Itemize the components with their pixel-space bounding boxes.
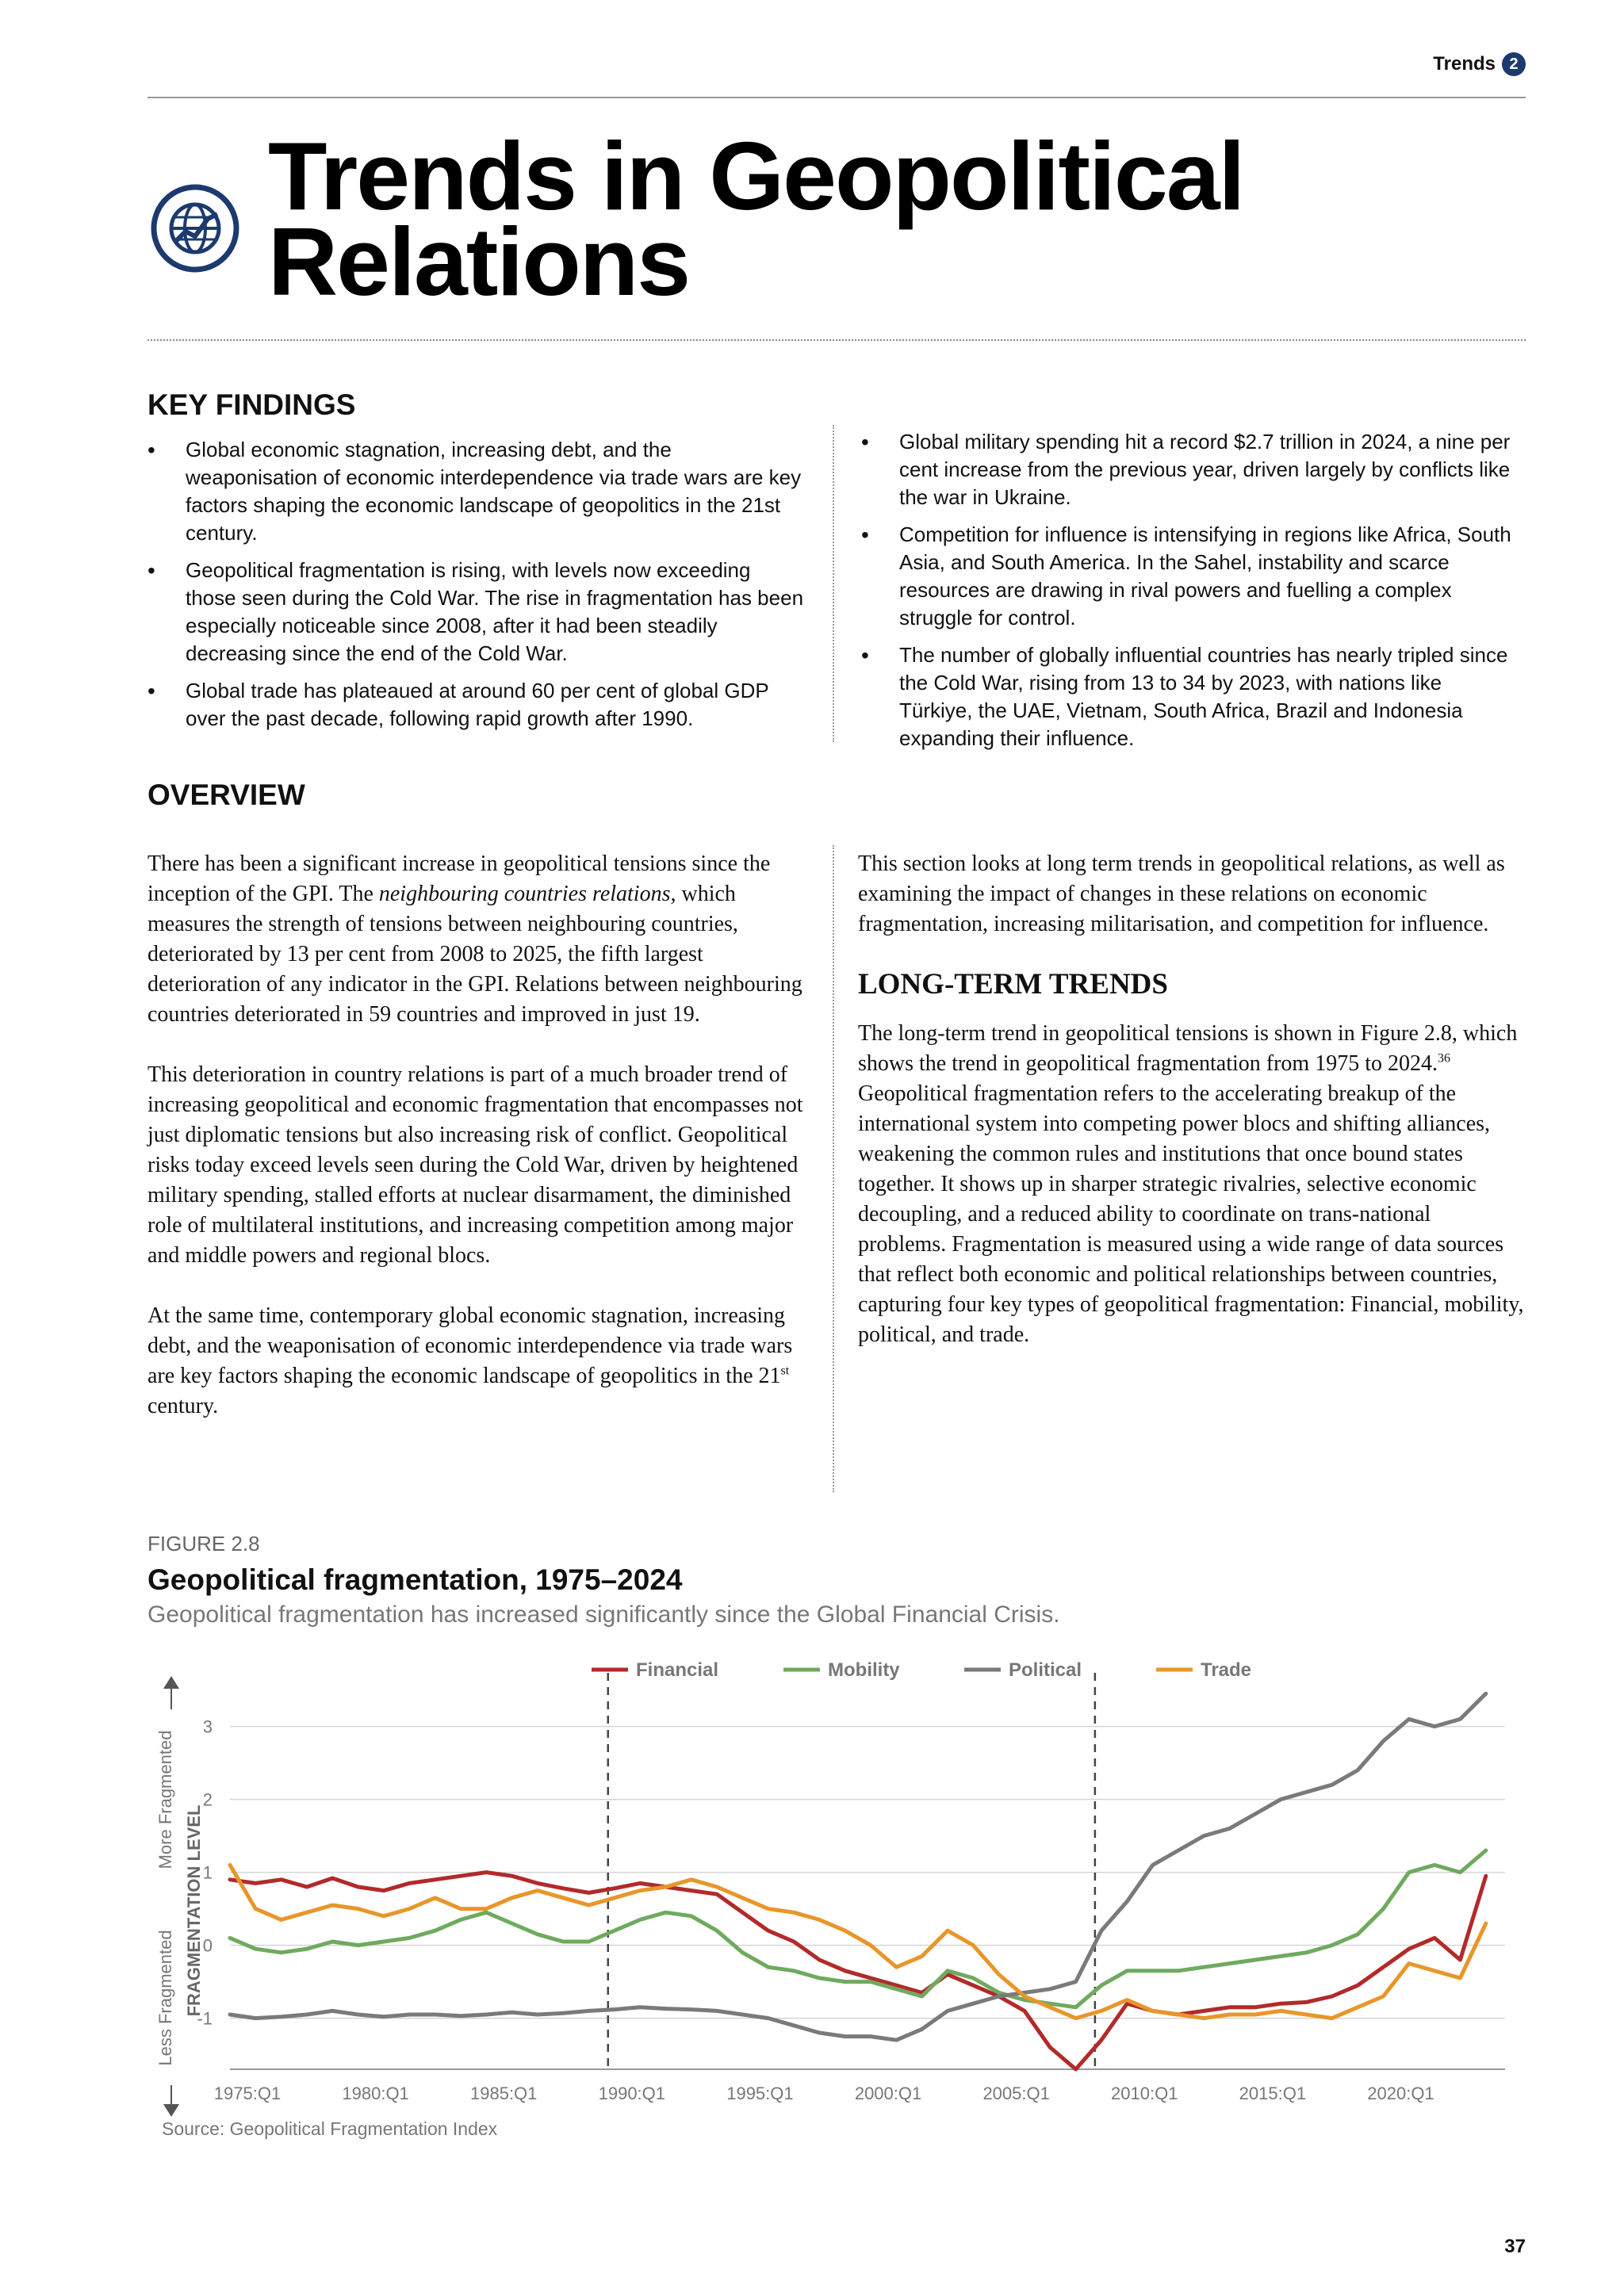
finding-item: • Competition for influence is intensifying in regions like Africa, South Asia, and South America. In the Sahel, instability and scarce resources are drawing in rival powers and fuelling a complex struggle for control. <box>861 521 1519 632</box>
series-line-trade <box>230 1865 1486 2018</box>
finding-item: • Global trade has plateaued at around 60 per cent of global GDP over the past decade, following rapid growth after 1990. <box>147 677 806 733</box>
x-tick-label: 1985:Q1 <box>470 2084 538 2103</box>
x-tick-label: 2000:Q1 <box>854 2084 922 2103</box>
x-tick-label: 1990:Q1 <box>598 2084 666 2103</box>
key-findings-heading: KEY FINDINGS <box>147 388 356 421</box>
y-axis-high-label: More Fragmented <box>155 1730 175 1869</box>
x-tick-label: 2010:Q1 <box>1111 2084 1178 2103</box>
figure-subtitle: Geopolitical fragmentation has increased significantly since the Global Financial Crisis. <box>147 1601 1060 1628</box>
x-tick-label: 1995:Q1 <box>726 2084 794 2103</box>
footnote-ref: 36 <box>1437 1051 1450 1066</box>
x-tick-label: 1980:Q1 <box>342 2084 409 2103</box>
y-tick-label: 0 <box>202 1935 213 1956</box>
arrow-up-icon <box>163 1676 179 1689</box>
y-tick-label: 1 <box>202 1862 213 1883</box>
section-tag <box>1433 52 1526 76</box>
page-number: 37 <box>1504 2236 1526 2257</box>
overview-right-paragraph: This section looks at long term trends in geopolitical relations, as well as examining the impact of changes in these relations on economic fragmentation, increasing militarisation, and competition for influence. <box>858 851 1505 936</box>
column-divider <box>833 425 834 742</box>
title-divider <box>147 339 1526 341</box>
finding-item: • Global military spending hit a record $2.7 trillion in 2024, a nine per cent increase from the previous year, driven largely by conflicts like the war in Ukraine. <box>861 428 1519 511</box>
top-rule <box>147 97 1526 98</box>
legend-label-mobility: Mobility <box>828 1659 900 1681</box>
long-term-trends-heading: LONG-TERM TRENDS <box>858 968 1168 1001</box>
arrow-down-icon <box>163 2104 179 2117</box>
key-findings-right-list <box>861 428 1519 762</box>
finding-item: • Geopolitical fragmentation is rising, with levels now exceeding those seen during the Cold War. The rise in fragmentation has been especially noticeable since 2008, after it had been steadily decreasing since the end of the Cold War. <box>147 557 806 668</box>
overview-right-column <box>858 849 1524 1380</box>
section-number-badge: 2 <box>1502 52 1526 76</box>
key-findings-left-list <box>147 436 806 742</box>
overview-paragraph-3 <box>147 1301 806 1422</box>
column-divider <box>833 845 834 1492</box>
series-line-mobility <box>230 1850 1486 2007</box>
superscript: st <box>780 1364 790 1378</box>
overview-heading: OVERVIEW <box>147 779 305 811</box>
legend-label-political: Political <box>1009 1659 1082 1681</box>
figure-label: FIGURE 2.8 <box>147 1532 260 1556</box>
text-run: century. <box>147 1394 219 1418</box>
text-run: The long-term trend in geopolitical tensions is shown in Figure 2.8, which shows the trend in geopolitical fragmentation from 1975 to 2024. <box>858 1021 1518 1076</box>
overview-paragraph-1 <box>147 849 806 1030</box>
legend-label-trade: Trade <box>1201 1659 1252 1681</box>
page-title <box>268 122 1505 316</box>
legend-label-financial: Financial <box>636 1659 719 1681</box>
page-title-line2: Relations <box>268 208 690 316</box>
y-tick-label: 3 <box>202 1716 213 1737</box>
finding-item: • The number of globally influential countries has nearly tripled since the Cold War, rising from 13 to 34 by 2023, with nations like Türkiye, the UAE, Vietnam, South Africa, Brazil and Indonesia expanding their influence. <box>861 641 1519 752</box>
fragmentation-line-chart <box>147 1647 1526 2139</box>
indicator-name: neighbouring countries relations, <box>378 882 676 906</box>
x-tick-label: 2005:Q1 <box>982 2084 1050 2103</box>
x-tick-label: 1975:Q1 <box>213 2084 282 2103</box>
section-label: Trends <box>1433 53 1496 75</box>
text-run: which measures the strength of tensions between neighbouring countries, deteriorated by 13 per cent from 2008 to 2025, the fifth largest deterioration of any indicator in the GPI. Relations between neighbouring countries deteriorated in 59 countries and improved in just 19. <box>147 882 802 1027</box>
y-axis-label: FRAGMENTATION LEVEL <box>184 1804 204 2017</box>
text-run: There has been a significant increase in geopolitical tensions since the inception of the GPI. The <box>147 851 771 906</box>
overview-paragraph-2: This deterioration in country relations is part of a much broader trend of increasing geopolitical and economic fragmentation that encompasses not just diplomatic tensions but also increasing risk of conflict. Geopolitical risks today exceed levels seen during the Cold War, driven by heightened military spending, stalled efforts at nuclear disarmament, the diminished role of multilateral institutions, and increasing competition among major and middle powers and regional blocs. <box>147 1062 803 1268</box>
text-run: At the same time, contemporary global economic stagnation, increasing debt, and the weaponisation of economic interdependence via trade wars are key factors shaping the economic landscape of geopolitics in the 21 <box>147 1303 793 1388</box>
figure-title: Geopolitical fragmentation, 1975–2024 <box>147 1563 683 1596</box>
overview-left-column <box>147 849 806 1452</box>
y-axis-low-label: Less Fragmented <box>155 1930 175 2066</box>
long-term-paragraph <box>858 1019 1524 1350</box>
y-tick-label: 2 <box>202 1789 213 1810</box>
finding-item: • Global economic stagnation, increasing debt, and the weaponisation of economic interdependence via trade wars are key factors shaping the economic landscape of geopolitics in the 21st century. <box>147 436 806 547</box>
y-tick-label: -1 <box>197 2008 213 2029</box>
series-line-political <box>230 1693 1486 2040</box>
x-tick-label: 2015:Q1 <box>1239 2084 1307 2103</box>
page-title-line1: Trends in Geopolitical <box>268 122 1244 230</box>
text-run: Geopolitical fragmentation refers to the accelerating breakup of the international system into competing power blocs and shifting alliances, weakening the common rules and institutions that once bound states together. It shows up in sharper strategic rivalries, selective economic decoupling, and a reduced ability to coordinate on trans-national problems. Fragmentation is measured using a wide range of data sources that reflect both economic and political relationships between countries, capturing four key types of geopolitical fragmentation: Financial, mobility, political, and trade. <box>858 1081 1524 1347</box>
globe-chart-icon <box>151 184 239 273</box>
x-tick-label: 2020:Q1 <box>1367 2084 1434 2103</box>
series-line-financial <box>230 1873 1486 2069</box>
figure-source: Source: Geopolitical Fragmentation Index <box>162 2118 498 2139</box>
